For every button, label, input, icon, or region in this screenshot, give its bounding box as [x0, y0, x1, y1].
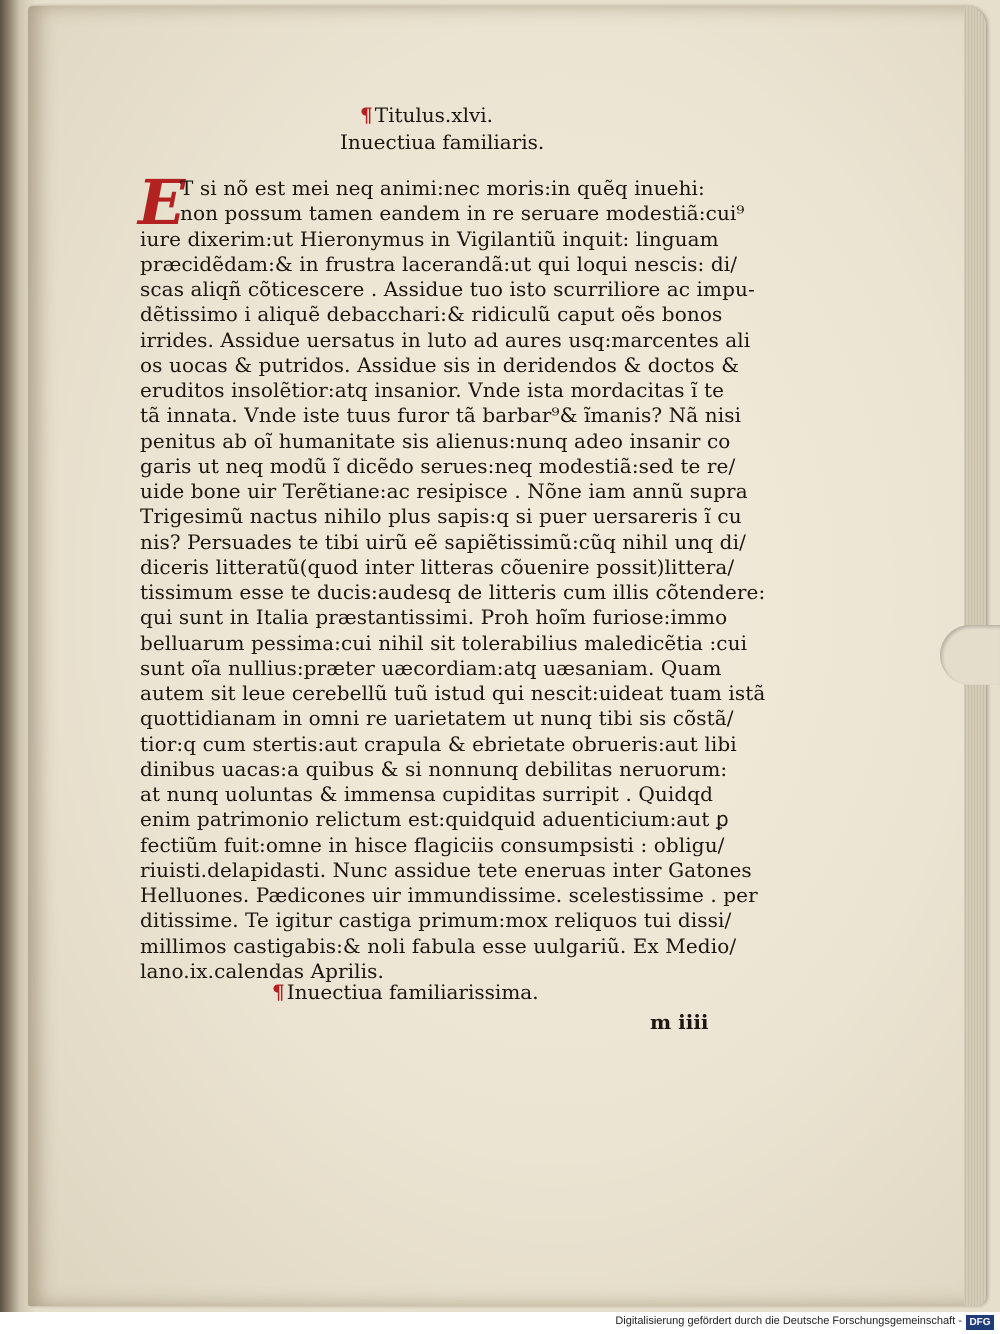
text-line: Trigesimũ nactus nihilo plus sapis:q si puer uersareris ĩ cu — [140, 504, 742, 529]
footer-bar — [0, 1312, 1000, 1334]
text-line: quottidianam in omni re uarietatem ut nunq tibi sis cõstã/ — [140, 706, 734, 731]
text-line: præcidẽdam:& in frustra lacerandã:ut qui loqui nescis: di/ — [140, 251, 738, 276]
text-line: scas aliqñ cõticescere . Assidue tuo isto scurriliore ac impu- — [140, 277, 755, 301]
text-line: tissimum esse te ducis:audesq de litteris cum illis cõtendere: — [140, 580, 766, 604]
text-line: autem sit leue cerebellũ tuũ istud qui nescit:uideat tuam istã — [140, 681, 766, 705]
closing-heading-text: Inuectiua familiarissima. — [286, 980, 539, 1004]
text-line: Helluones. Pædicones uir immundissime. scelestissime . per — [140, 883, 758, 907]
text-line: at nunq uoluntas & immensa cupiditas surripit . Quidqd — [140, 782, 714, 806]
chapter-title-text: Titulus.xlvi. — [374, 103, 494, 127]
closing-heading — [272, 980, 539, 1004]
text-line: diceris litteratũ(quod inter litteras cõuenire possit)littera/ — [140, 554, 735, 579]
text-line: tior:q cum stertis:aut crapula & ebrietate obrueris:aut libi — [140, 731, 737, 756]
text-line: dẽtissimo i aliquẽ debacchari:& ridiculũ caput oẽs bonos — [140, 302, 723, 327]
text-line: sunt oĩa nullius:præter uæcordiam:atq uæsaniam. Quam — [140, 655, 722, 680]
text-line: tã innata. Vnde iste tuus furor tã barbar⁹& ĩmanis? Nã nisi — [140, 403, 742, 428]
signature-mark: m iiii — [650, 1010, 709, 1034]
footer-credit: Digitalisierung gefördert durch die Deutsche Forschungsgemeinschaft - — [615, 1315, 962, 1327]
text-line: eruditos insolẽtior:atq insanior. Vnde ista mordacitas ĩ te — [140, 378, 725, 402]
pilcrow-icon: ¶ — [272, 980, 285, 1004]
text-line: millimos castigabis:& noli fabula esse uulgariũ. Ex Medio/ — [140, 933, 737, 958]
text-line: lano.ix.calendas Aprilis. — [140, 958, 384, 983]
text-line: qui sunt in Italia præstantissimi. Proh hoĩm furiose:immo — [140, 605, 728, 630]
text-line: garis ut neq modũ ĩ dicẽdo serues:neq modestiã:sed te re/ — [140, 453, 736, 478]
chapter-subtitle: Inuectiua familiaris. — [340, 130, 545, 154]
text-line: T si nõ est mei neq animi:nec moris:in quẽq inuehi: — [180, 176, 705, 200]
text-line: enim patrimonio relictum est:quidquid aduenticium:aut ꝑ — [140, 807, 729, 832]
chapter-title — [360, 103, 493, 127]
dfg-logo: DFG — [966, 1315, 994, 1330]
text-block — [140, 176, 770, 984]
text-line: ditissime. Te igitur castiga primum:mox reliquos tui dissi/ — [140, 908, 732, 933]
text-line: penitus ab oĩ humanitate sis alienus:nunq adeo insanir co — [140, 428, 731, 453]
text-line: irrides. Assidue uersatus in luto ad aures usq:marcentes ali — [140, 327, 751, 352]
text-line: belluarum pessima:cui nihil sit tolerabilius maledicẽtia :cui — [140, 630, 748, 655]
text-line: uide bone uir Terẽtiane:ac resipisce . Nõne iam annũ supra — [140, 479, 748, 503]
pilcrow-icon: ¶ — [360, 103, 373, 127]
text-line: riuisti.delapidasti. Nunc assidue tete eneruas inter Gatones — [140, 857, 752, 882]
drop-cap: E — [138, 166, 186, 239]
text-line: nis? Persuades te tibi uirũ eẽ sapiẽtissimũ:cũq nihil unq di/ — [140, 529, 746, 554]
text-line: os uocas & putridos. Assidue sis in deridendos & doctos & — [140, 352, 740, 377]
text-line: dinibus uacas:a quibus & si nonnunq debilitas neruorum: — [140, 756, 728, 781]
text-line: iure dixerim:ut Hieronymus in Vigilantiũ inquit: linguam — [140, 226, 719, 251]
text-line: fectiũm fuit:omne in hisce flagiciis consumpsisti : obligu/ — [140, 832, 725, 857]
text-line: non possum tamen eandem in re seruare modestiã:cui⁹ — [180, 201, 745, 226]
page-tab — [940, 625, 1000, 685]
